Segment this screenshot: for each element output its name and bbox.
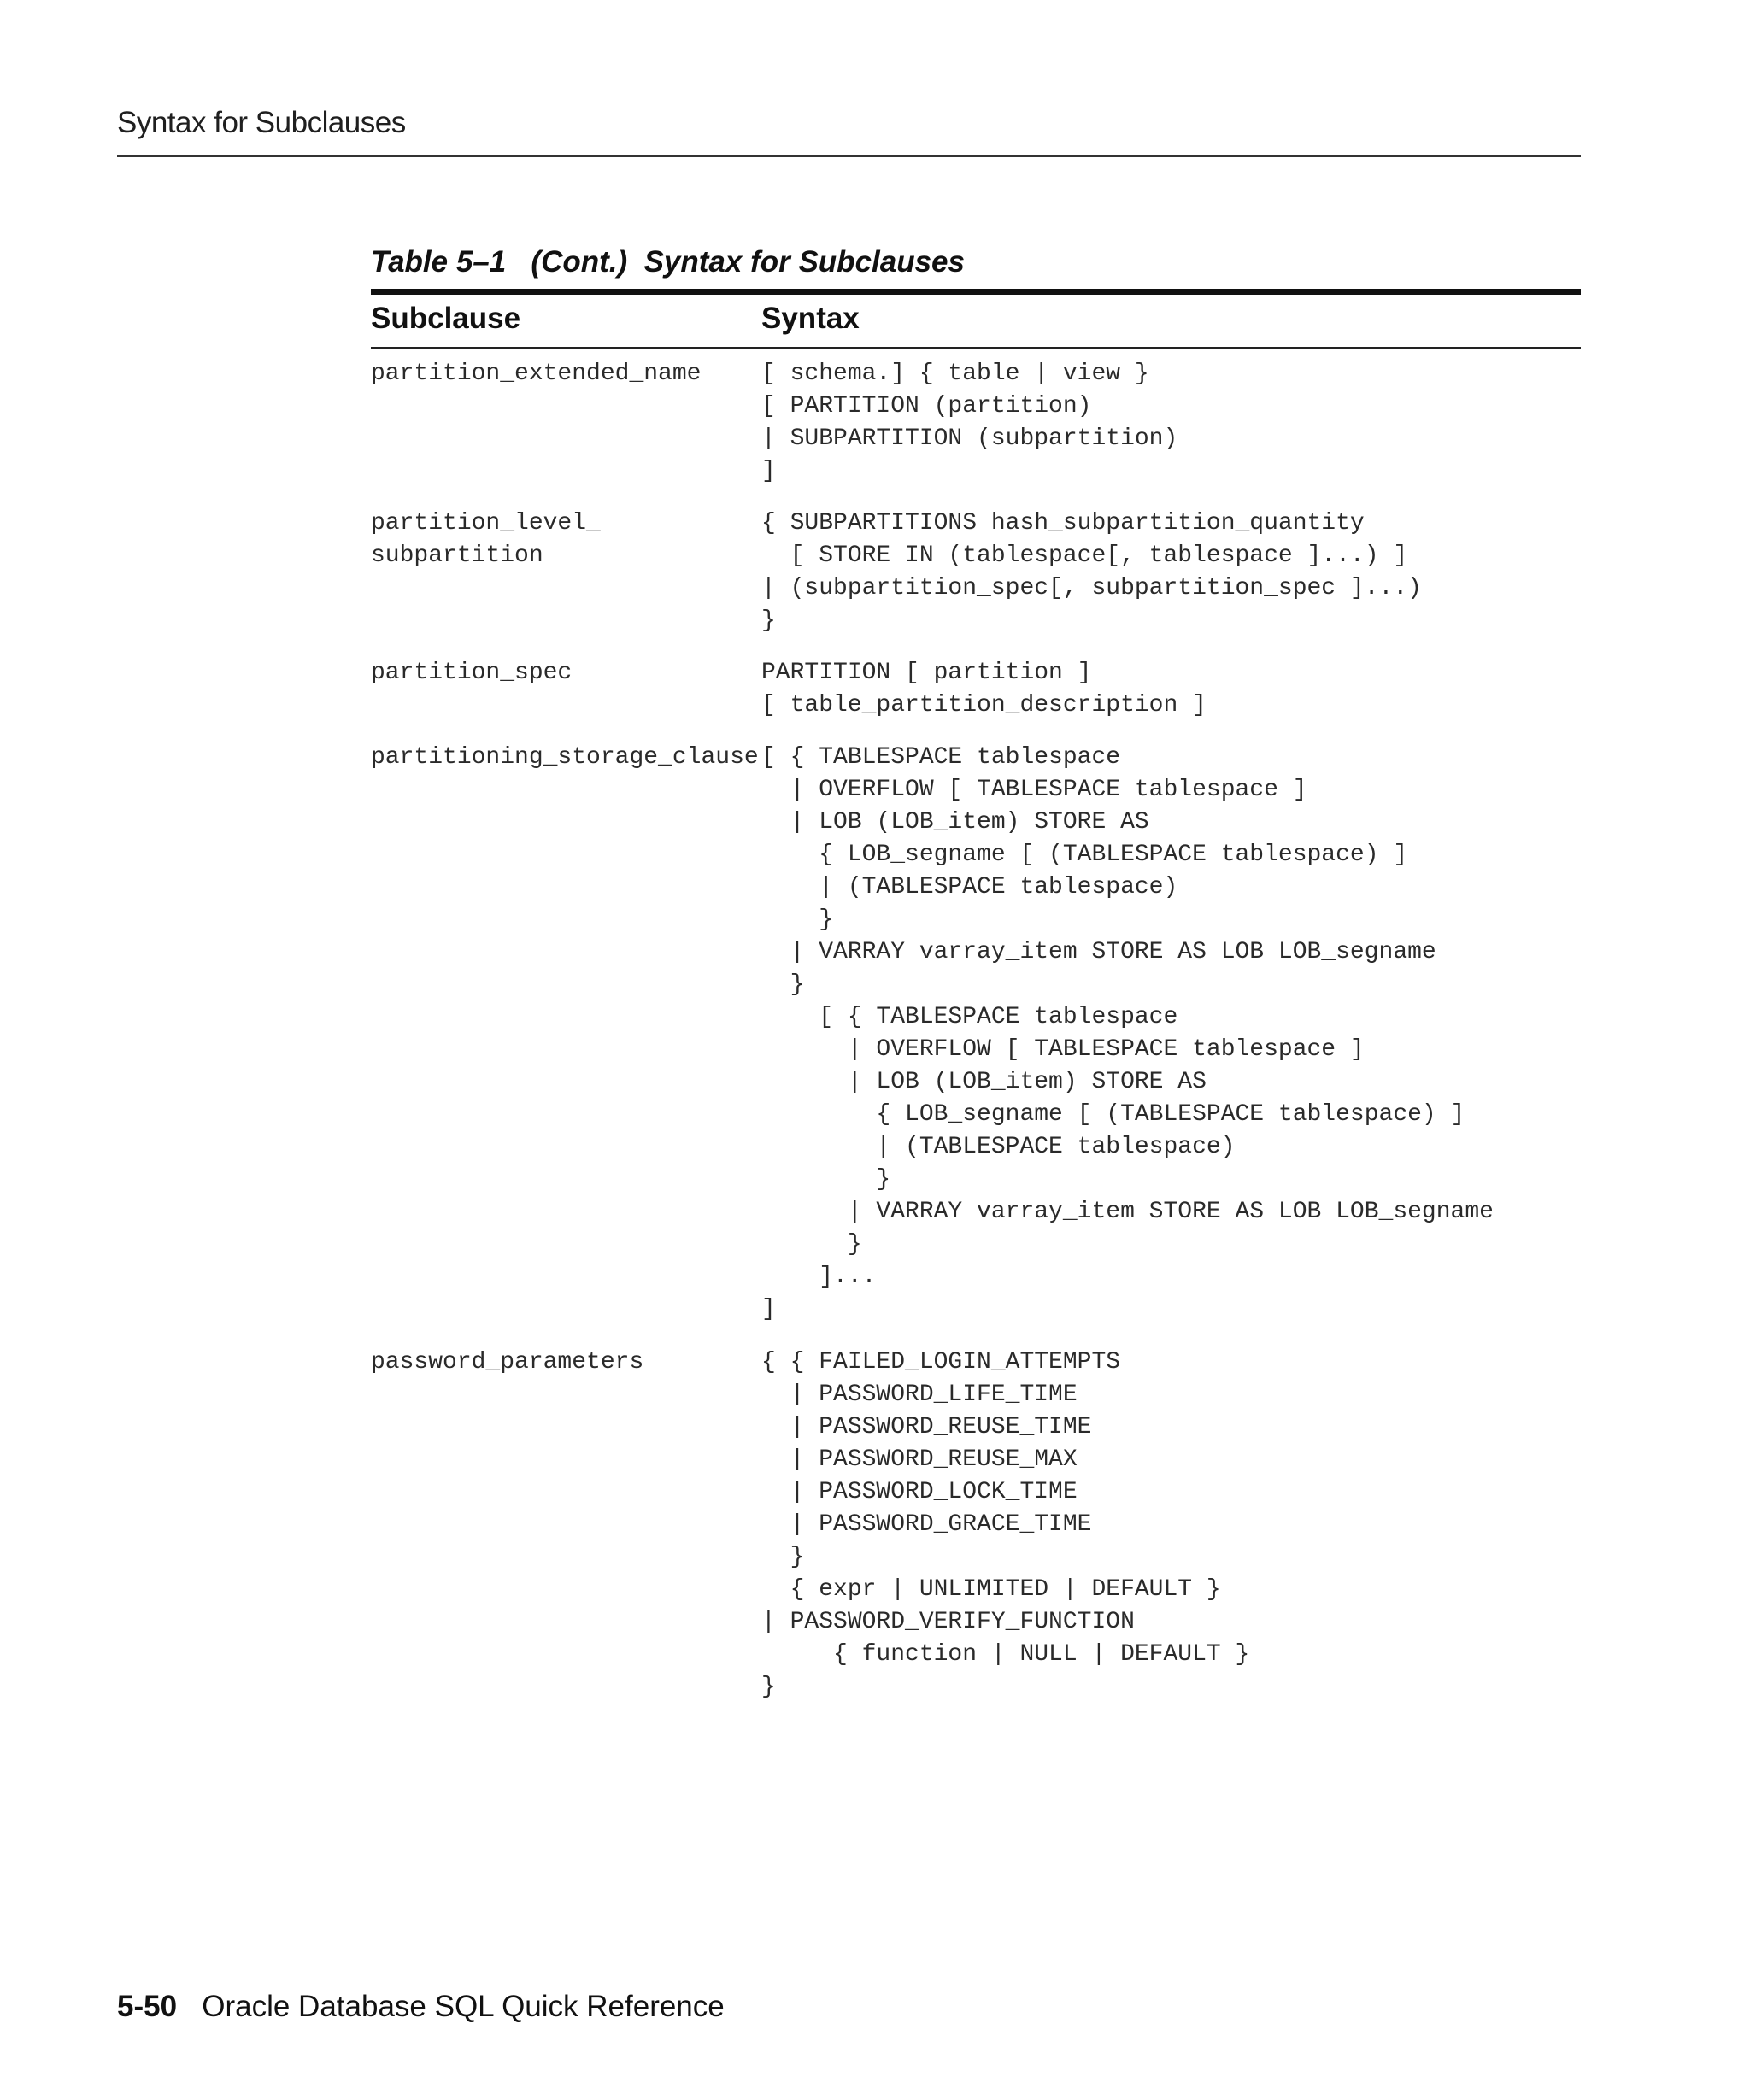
- row-syntax-partition-level-subpartition: { SUBPARTITIONS hash_subpartition_quantity [ STORE IN (tablespace[, tablespace ]...) ] | (subpartition_spec[, subpartition_spec ]...) }: [761, 510, 1422, 634]
- row-subclause-partitioning-storage-clause: partitioning_storage_clause: [371, 744, 759, 771]
- row-subclause-partition-extended-name: partition_extended_name: [371, 361, 702, 387]
- page-footer: [117, 1990, 725, 2024]
- row-subclause-password-parameters: password_parameters: [371, 1349, 644, 1376]
- row-syntax-partitioning-storage-clause: [ { TABLESPACE tablespace | OVERFLOW [ TABLESPACE tablespace ] | LOB (LOB_item) STORE AS { LOB_segname [ (TABLESPACE tablespace) ] | (TABLESPACE tablespace) } | VARRAY varray_item STORE AS LOB LOB_segname } [ { TABLESPACE tablespace | OVERFLOW [ TABLESPACE tablespace ] | LOB (LOB_item) STORE AS { LOB_segname [ (TABLESPACE tablespace) ] | (TABLESPACE tablespace) } | VARRAY varray_item STORE AS LOB LOB_segname } ]... ]: [761, 744, 1494, 1323]
- table-top-rule: [371, 289, 1581, 295]
- book-title: Oracle Database SQL Quick Reference: [202, 1990, 725, 2023]
- running-header: Syntax for Subclauses: [117, 106, 406, 139]
- row-syntax-password-parameters: { { FAILED_LOGIN_ATTEMPTS | PASSWORD_LIFE_TIME | PASSWORD_REUSE_TIME | PASSWORD_REUSE_MAX | PASSWORD_LOCK_TIME | PASSWORD_GRACE_TIME } { expr | UNLIMITED | DEFAULT } | PASSWORD_VERIFY_FUNCTION { function | NULL | DEFAULT } }: [761, 1349, 1250, 1700]
- row-subclause-partition-spec: partition_spec: [371, 660, 573, 686]
- table-caption: Table 5–1 (Cont.) Syntax for Subclauses: [371, 245, 965, 279]
- column-header-subclause: Subclause: [371, 302, 521, 335]
- row-syntax-partition-spec: PARTITION [ partition ] [ table_partition_description ]: [761, 660, 1207, 719]
- header-row-rule: [371, 347, 1581, 349]
- header-rule: [117, 155, 1581, 157]
- row-syntax-partition-extended-name: [ schema.] { table | view } [ PARTITION (partition) | SUBPARTITION (subpartition) ]: [761, 361, 1178, 484]
- column-header-syntax: Syntax: [761, 302, 860, 335]
- row-subclause-partition-level-subpartition: partition_level_ subpartition: [371, 510, 601, 569]
- page-number: 5-50: [117, 1990, 178, 2023]
